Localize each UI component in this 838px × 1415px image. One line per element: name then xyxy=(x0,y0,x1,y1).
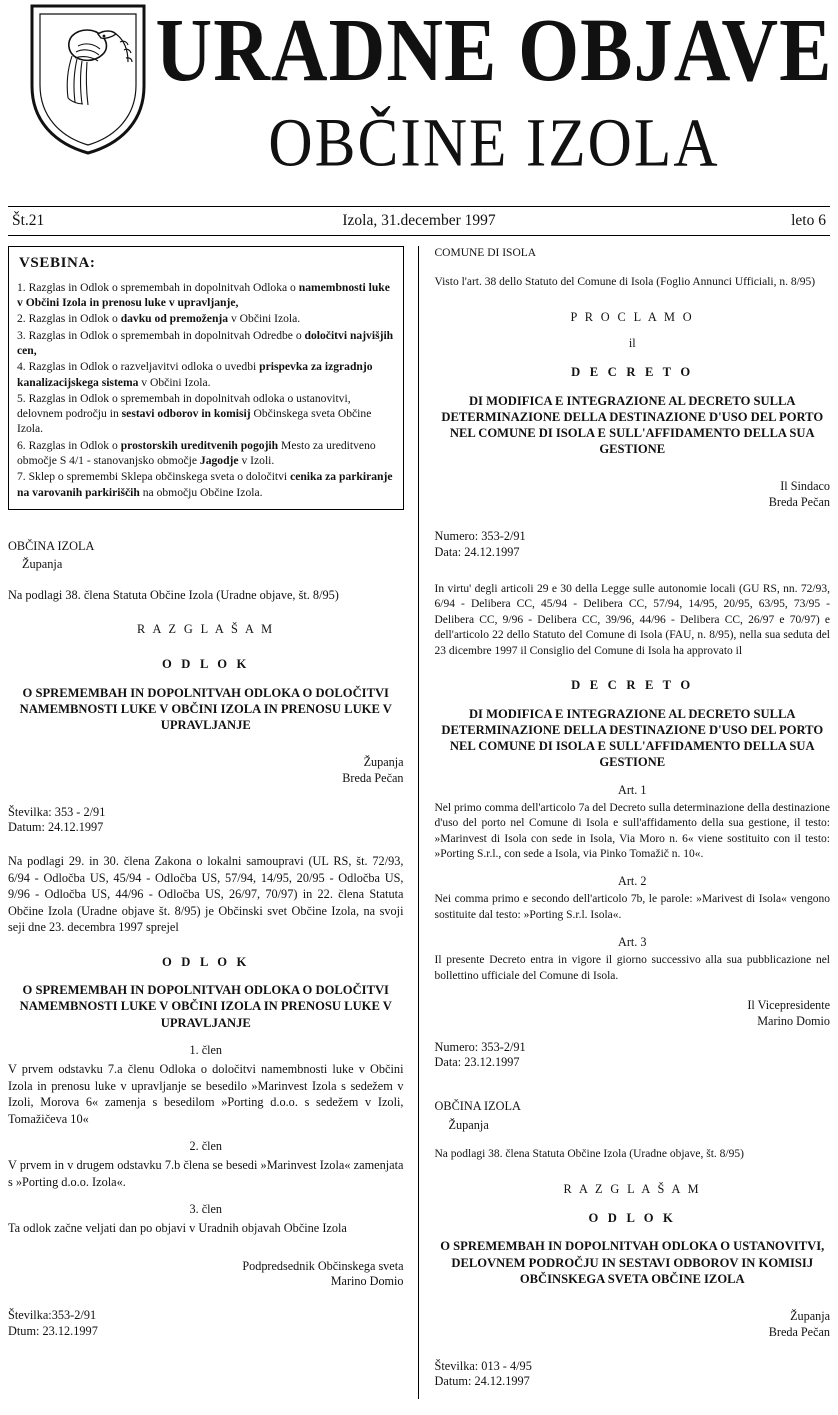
content-columns xyxy=(8,246,830,1399)
proclamo-heading: P R O C L A M O xyxy=(570,309,695,324)
signature-block xyxy=(8,755,404,787)
signature-name: Marino Domio xyxy=(757,1013,830,1028)
articolo-3-label: Art. 3 xyxy=(618,935,647,950)
toc-item-text: 3. Razglas in Odlok o spremembah in dopolnitvah Odredbe o xyxy=(17,328,305,342)
article-1-text: V prvem odstavku 7.a členu Odloka o določitvi namembnosti luke v Občini Izola in prenosu luke v upravljanje se besedilo »Marinvest Izola s sedežem v Izoli, Morova 6« zamenja s besedilom »Porting d.o.o. s sedežem v Izoli, Tomažičeva 10« xyxy=(8,1062,404,1126)
issue-year: leto 6 xyxy=(791,212,826,229)
signature-name: Breda Pečan xyxy=(768,1324,830,1339)
toc-item-text: v Občini Izola. xyxy=(138,375,211,389)
article-3-label: 3. člen xyxy=(189,1202,222,1217)
proclaim-heading: R A Z G L A Š A M xyxy=(137,622,275,637)
signature-role: Županja xyxy=(790,1308,830,1323)
toc-item xyxy=(17,359,395,390)
signature-role: Podpredsednik Občinskega sveta xyxy=(242,1258,404,1273)
signature-name: Breda Pečan xyxy=(342,770,404,785)
toc-item-bold: določitvi najvišjih cen, xyxy=(17,328,394,357)
toc-item-text: 1. Razglas in Odlok o spremembah in dopolnitvah Odloka o xyxy=(17,280,299,294)
toc-item-text: v Občini Izola. xyxy=(228,312,301,326)
masthead-title-line1: URADNE OBJAVE xyxy=(155,0,833,101)
legal-basis-text-2: Na podlagi 38. člena Statuta Občine Izola (Uradne objave, št. 8/95) xyxy=(434,1148,744,1161)
data-2: Data: 23.12.1997 xyxy=(434,1055,520,1070)
decree-label-2: O D L O K xyxy=(588,1210,677,1225)
toc-item xyxy=(17,438,395,469)
toc-item-text: 4. Razglas in Odlok o razveljavitvi odloka o uvedbi xyxy=(17,360,260,374)
toc-item xyxy=(17,280,395,311)
signature-block-2 xyxy=(8,1259,404,1291)
signature-role: Il Vicepresidente xyxy=(747,997,830,1012)
reference-number-2: Številka:353-2/91 xyxy=(8,1308,97,1323)
masthead-title xyxy=(155,0,833,181)
issue-place-date: Izola, 31.december 1997 xyxy=(342,212,496,229)
decree-title-2: O SPREMEMBAH IN DOPOLNITVAH ODLOKA O USTANOVITVI, DELOVNEM PODROČJU IN SESTAVI ODBOROV IN KOMISIJ OBČINSKEGA SVETA OBČINE IZOLA xyxy=(440,1239,825,1286)
toc-item-text: 2. Razglas in Odlok o xyxy=(17,312,121,326)
toc-item-bold: davku od premoženja xyxy=(120,312,229,326)
reference-date-3: Datum: 24.12.1997 xyxy=(434,1373,530,1388)
article-2-text: V prvem in v drugem odstavku 7.b člena se besedi »Marinvest Izola« zamenjata s »Porting d.o.o. Izola«. xyxy=(8,1158,404,1189)
signature-role: Il Sindaco xyxy=(780,479,830,494)
articolo-3-text: Il presente Decreto entra in vigore il giorno successivo alla sua pubblicazione nel bollettino ufficiale del Comune di Isola. xyxy=(434,954,830,982)
signature-block-3 xyxy=(435,1309,831,1341)
coat-of-arms-dove-olive-branch-icon xyxy=(28,2,148,157)
right-column xyxy=(418,246,831,1399)
reference-number-3: Številka: 013 - 4/95 xyxy=(434,1358,532,1373)
left-column xyxy=(8,246,418,1399)
data: Data: 24.12.1997 xyxy=(434,544,520,559)
mayor-office-label-2: Županja xyxy=(448,1117,489,1132)
proclamo-il: il xyxy=(628,336,636,351)
toc-item-text: 7. Sklep o spremembi Sklepa občinskega sveta o določitvi xyxy=(17,470,291,484)
table-of-contents xyxy=(8,246,404,510)
decree2-label: O D L O K xyxy=(161,954,250,969)
issue-bar xyxy=(8,207,830,236)
signature-block-vicepresidente xyxy=(435,998,831,1030)
decree-label: O D L O K xyxy=(161,656,250,671)
preamble-text: Na podlagi 29. in 30. člena Zakona o lokalni samoupravi (UL RS, št. 72/93, 6/94 - Odločba US, 45/94 - Odločba US, 57/94, 14/95, 20/95 - Odločba US, 9/96 - Odločba US, 44/96 - Odločba US, 26/97, 70/97) in 22. člena Statuta Občine Izola (Uradne objave št. 8/95) je Občinski svet Občine Izola, na svoji seji dne 23. decembra 1997 sprejel xyxy=(8,854,404,935)
signature-role: Županja xyxy=(363,754,404,769)
toc-item xyxy=(17,328,395,359)
legal-basis-text: Na podlagi 38. člena Statuta Občine Izola (Uradne objave, št. 8/95) xyxy=(8,587,339,602)
issue-number: Št.21 xyxy=(12,212,45,229)
toc-item-bold: Jagodje xyxy=(199,454,239,468)
toc-item-bold: prispevka za izgradnjo kanalizacijskega sistema xyxy=(17,360,373,389)
toc-item-text: 6. Razglas in Odlok o xyxy=(17,438,121,452)
toc-item-text: Občinskega sveta Občine Izola. xyxy=(17,407,372,436)
proclaim-heading-2: R A Z G L A Š A M xyxy=(563,1181,701,1196)
toc-item xyxy=(17,469,395,500)
article-3-text: Ta odlok začne veljati dan po objavi v Uradnih objavah Občine Izola xyxy=(8,1221,347,1236)
masthead xyxy=(0,0,838,206)
mayor-office-label: Županja xyxy=(22,557,63,572)
signature-block-sindaco xyxy=(435,479,831,511)
visto-text: Visto l'art. 38 dello Statuto del Comune di Isola (Foglio Annunci Ufficiali, n. 8/95) xyxy=(434,276,816,289)
article-1-label: 1. člen xyxy=(189,1043,222,1058)
reference-date-2: Dtum: 23.12.1997 xyxy=(8,1323,98,1338)
toc-item-text: na območju Občine Izola. xyxy=(139,485,263,499)
toc-item xyxy=(17,391,395,437)
decree-title: O SPREMEMBAH IN DOPOLNITVAH ODLOKA O DOLOČITVI NAMEMBNOSTI LUKE V OBČINI IZOLA IN PRENOSU LUKE V UPRAVLJANJE xyxy=(19,685,392,732)
decreto2-label: D E C R E T O xyxy=(571,677,694,692)
toc-item-bold: namembnosti luke v Občini Izola in prenosu luke v upravljanje, xyxy=(17,280,390,310)
toc-heading: VSEBINA: xyxy=(19,255,96,271)
decreto-label: D E C R E T O xyxy=(571,365,694,380)
signature-name: Marino Domio xyxy=(330,1274,404,1289)
municipality-name: OBČINA IZOLA xyxy=(8,538,95,553)
articolo-2-text: Nei comma primo e secondo dell'articolo 7b, le parole: »Marivest di Isola« vengono sostituite dal testo: »Porting S.r.l. Isola«. xyxy=(434,893,830,921)
toc-item-text: Mesto za ureditveno območje S 4/1 - stanovanjsko območje xyxy=(17,438,376,468)
decreto-title: DI MODIFICA E INTEGRAZIONE AL DECRETO SULLA DETERMINAZIONE DELLA DESTINAZIONE D'USO DEL PORTO NEL COMUNE DI ISOLA E SULL'AFFIDAMENTO DELLA SUA GESTIONE xyxy=(441,394,824,457)
toc-item-text: 5. Razglas in Odlok o spremembah in dopolnitvah odloka o ustanovitvi, delovnem področju in xyxy=(17,391,351,421)
virtu-text: In virtu' degli articoli 29 e 30 della Legge sulle autonomie locali (GU RS, nn. 72/93, 6/94 - Delibera CC, 45/94 - Delibera CC, 57/94, 14/95, 20/95, 63/95, 73/95 - Delibera CC, 9/96 - Delibera CC, 39/96, 44/96 - Delibera CC, 26/97 e 70/97) e dell'articolo 22 dello Statuto del Comune di Isola (FAU, n. 8/95), nella sua seduta del 23 dicembre 1997 il Consiglio del Comune di Isola ha approvato il xyxy=(434,582,830,657)
article-2-label: 2. člen xyxy=(189,1139,222,1154)
numero-2: Numero: 353-2/91 xyxy=(434,1039,526,1054)
toc-item xyxy=(17,311,395,326)
toc-item-bold: cenika za parkiranje na varovanih parkiriščih xyxy=(17,470,393,499)
municipality-name-2: OBČINA IZOLA xyxy=(434,1099,521,1114)
reference-number: Številka: 353 - 2/91 xyxy=(8,804,106,819)
decreto2-title: DI MODIFICA E INTEGRAZIONE AL DECRETO SULLA DETERMINAZIONE DELLA DESTINAZIONE D'USO DEL PORTO NEL COMUNE DI ISOLA E SULL'AFFIDAMENTO DELLA SUA GESTIONE xyxy=(441,706,824,769)
numero: Numero: 353-2/91 xyxy=(434,529,526,544)
signature-name: Breda Pečan xyxy=(768,495,830,510)
articolo-1-text: Nel primo comma dell'articolo 7a del Decreto sulla determinazione della destinazione d'uso del porto nel Comune di Isola e sull'affidamento della sua gestione, il testo: »Marinvest di Isola con sede in Isola, Via Moro n. 6« viene sostituito con il testo: »Porting S.r.l., con sede a Isola, via Pinko Tomažič n. 10«. xyxy=(434,801,830,860)
toc-item-bold: prostorskih ureditvenih pogojih xyxy=(120,438,279,452)
reference-date: Datum: 24.12.1997 xyxy=(8,819,104,834)
masthead-title-line2: OBČINE IZOLA xyxy=(268,104,720,181)
decree2-title: O SPREMEMBAH IN DOPOLNITVAH ODLOKA O DOLOČITVI NAMEMBNOSTI LUKE V OBČINI IZOLA IN PRENOSU LUKE V UPRAVLJANJE xyxy=(19,983,392,1030)
articolo-2-label: Art. 2 xyxy=(618,874,647,889)
comune-name: COMUNE DI ISOLA xyxy=(434,247,537,259)
toc-item-bold: sestavi odborov in komisij xyxy=(121,407,251,421)
toc-item-text: v Izoli. xyxy=(238,454,275,468)
articolo-1-label: Art. 1 xyxy=(618,782,647,797)
